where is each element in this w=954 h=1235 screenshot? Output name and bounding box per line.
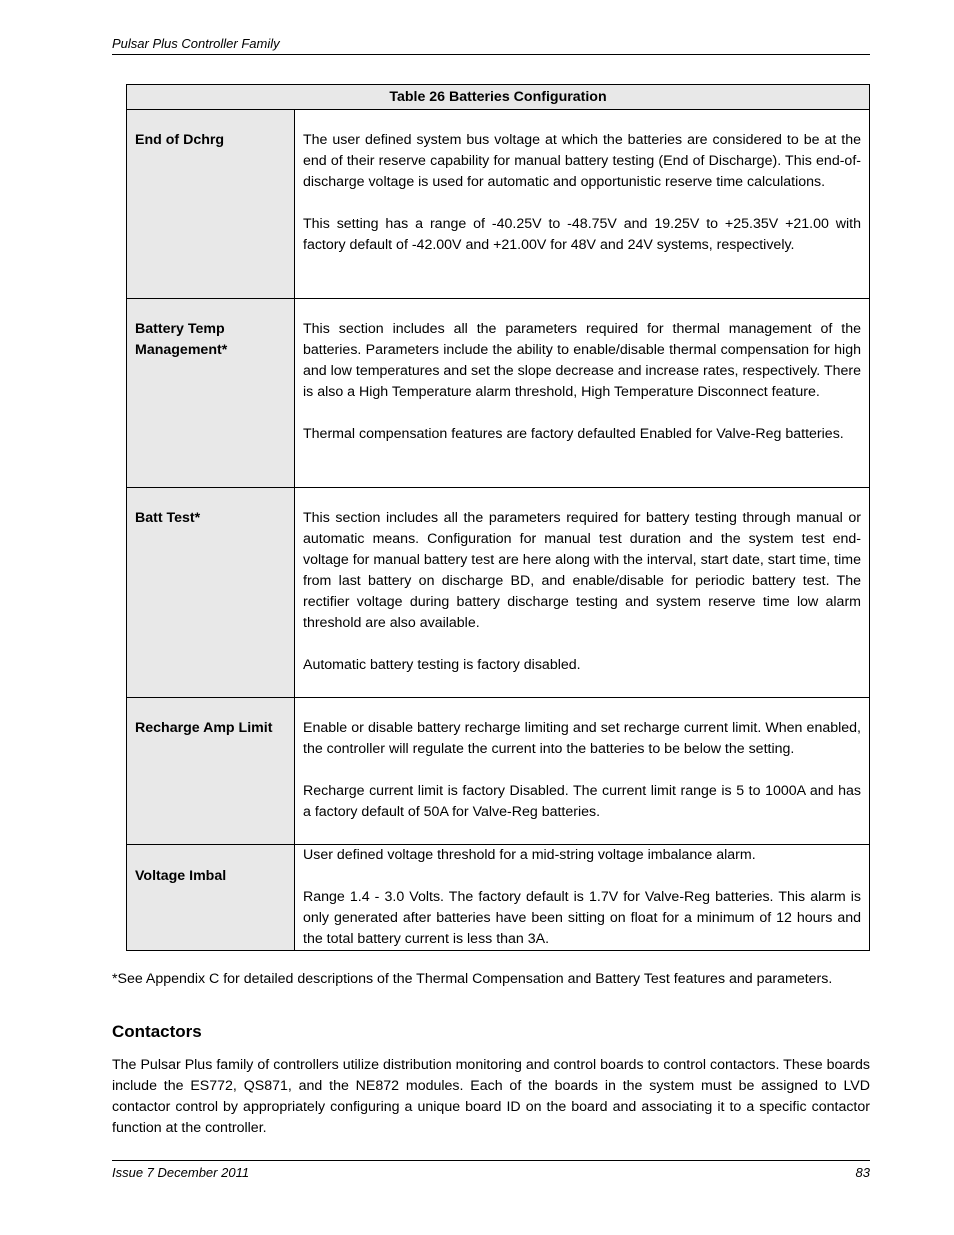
page-header <box>112 36 870 55</box>
description-paragraph: The user defined system bus voltage at which the batteries are considered to be at the end of their reserve capability for manual battery testing (End of Discharge). This end-of-discharge voltage is used for automatic and opportunistic reserve time calculations. <box>303 132 861 190</box>
table-caption: Table 26 Batteries Configuration <box>127 85 870 110</box>
row-description <box>295 698 870 845</box>
page-footer <box>112 1160 870 1180</box>
row-name: Battery Temp Management* <box>127 299 295 488</box>
table-footnote: *See Appendix C for detailed descriptions of the Thermal Compensation and Battery Test features and parameters. <box>112 971 833 987</box>
row-description <box>295 845 870 951</box>
page-number: 83 <box>855 1165 870 1180</box>
description-paragraph: Automatic battery testing is factory disabled. <box>303 657 581 673</box>
description-paragraph: Range 1.4 - 3.0 Volts. The factory default is 1.7V for Valve-Reg batteries. This alarm is only generated after batteries have been sitting on float for a minimum of 12 hours and the total battery current is less than 3A. <box>303 889 861 947</box>
description-paragraph: This setting has a range of -40.25V to -48.75V and 19.25V to +25.35V +21.00 with factory default of -42.00V and +21.00V for 48V and 24V systems, respectively. <box>303 216 861 253</box>
batteries-configuration-table <box>126 84 870 951</box>
row-description <box>295 488 870 698</box>
description-paragraph: Recharge current limit is factory Disabled. The current limit range is 5 to 1000A and has a factory default of 50A for Valve-Reg batteries. <box>303 783 861 820</box>
description-paragraph: This section includes all the parameters required for thermal management of the batteries. Parameters include the ability to enable/disable thermal compensation for high and low temperatures and set the slope decrease and increase rates, respectively. There is also a High Temperature alarm threshold, High Temperature Disconnect feature. <box>303 321 861 400</box>
table-row <box>127 698 870 845</box>
description-paragraph: This section includes all the parameters required for battery testing through manual or automatic means. Configuration for manual test duration and the system test end-voltage for manual battery test are here along with the interval, start date, start time, time from last battery on discharge BD, and enable/disable for periodic battery test. The rectifier voltage during battery discharge testing and system reserve time low alarm threshold are also available. <box>303 510 861 631</box>
section-heading: Contactors <box>112 1022 202 1041</box>
table-row <box>127 110 870 299</box>
row-description <box>295 110 870 299</box>
row-name: Recharge Amp Limit <box>127 698 295 845</box>
row-name: Voltage Imbal <box>127 845 295 951</box>
table-row <box>127 299 870 488</box>
table-row <box>127 845 870 951</box>
description-paragraph: User defined voltage threshold for a mid-string voltage imbalance alarm. <box>303 847 756 863</box>
table-row <box>127 488 870 698</box>
description-paragraph: Enable or disable battery recharge limiting and set recharge current limit. When enabled, the controller will regulate the current into the batteries to be below the setting. <box>303 720 861 757</box>
table-caption-row <box>127 85 870 110</box>
section-body: The Pulsar Plus family of controllers utilize distribution monitoring and control boards to control contactors. These boards include the ES772, QS871, and the NE872 modules. Each of the boards in the system must be assigned to LVD contactor control by appropriately configuring a unique board ID on the board and associating it to a specific contactor function at the controller. <box>112 1057 870 1136</box>
footer-issue: Issue 7 December 2011 <box>112 1165 250 1180</box>
row-description <box>295 299 870 488</box>
description-paragraph: Thermal compensation features are factory defaulted Enabled for Valve-Reg batteries. <box>303 426 844 442</box>
row-name: Batt Test* <box>127 488 295 698</box>
header-title: Pulsar Plus Controller Family <box>112 36 280 51</box>
row-name: End of Dchrg <box>127 110 295 299</box>
